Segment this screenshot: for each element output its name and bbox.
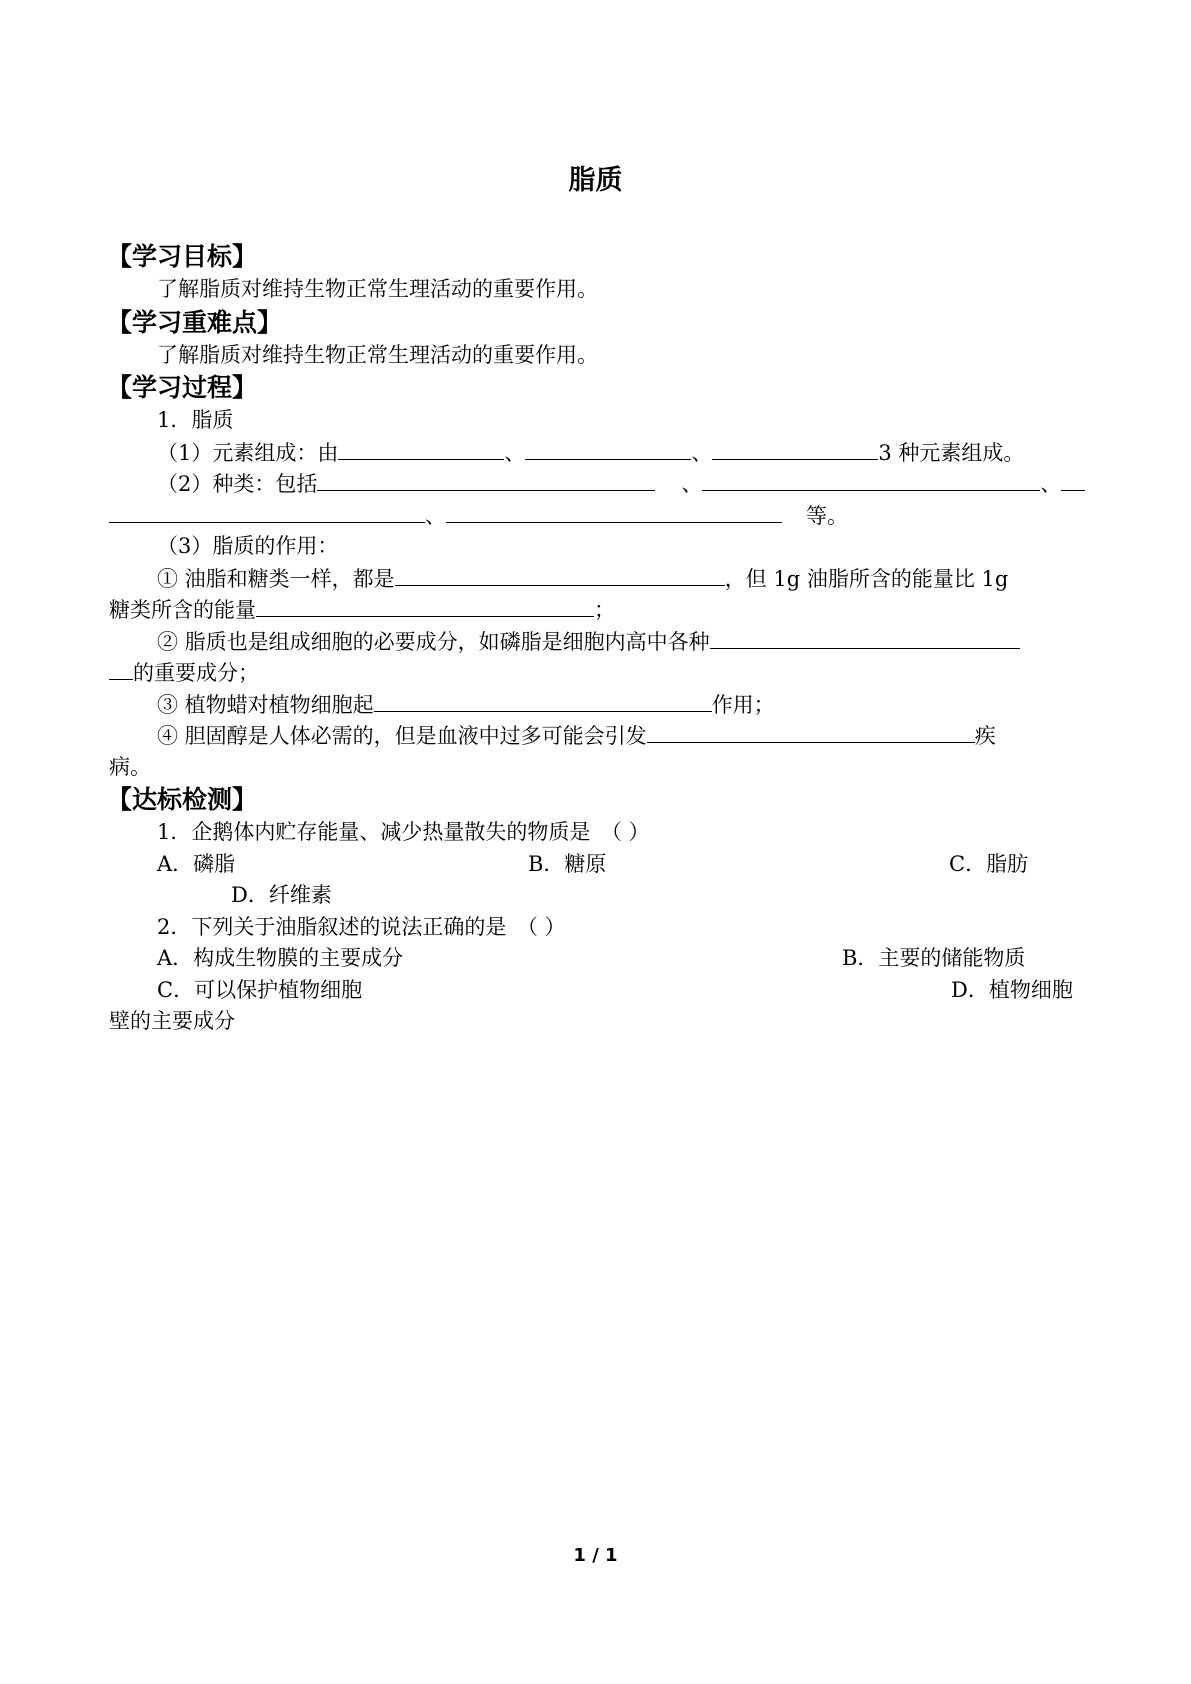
blank-element-2[interactable] xyxy=(525,437,691,460)
blank-role-2-cont[interactable] xyxy=(109,657,133,680)
blank-element-1[interactable] xyxy=(338,437,504,460)
types-label: （2）种类：包括 xyxy=(157,472,318,496)
role-3-line xyxy=(109,689,1089,721)
role-2-line xyxy=(109,626,1089,658)
q2-option-a[interactable]: A．构成生物膜的主要成分 xyxy=(157,946,404,970)
test-heading: 【达标检测】 xyxy=(107,785,258,814)
blank-element-3[interactable] xyxy=(712,437,878,460)
blank-type-3[interactable] xyxy=(109,500,425,523)
question-1: 1．企鹅体内贮存能量、减少热量散失的物质是 （ ） xyxy=(157,820,650,844)
process-item-1: 1．脂质 xyxy=(157,408,234,432)
process-heading: 【学习过程】 xyxy=(107,373,258,402)
separator: 、 xyxy=(425,503,446,528)
q2-option-d-cont: 壁的主要成分 xyxy=(109,1009,235,1033)
blank-role-4[interactable] xyxy=(647,720,975,743)
role-title: （3）脂质的作用： xyxy=(157,534,339,558)
role-2-end: 的重要成分； xyxy=(133,661,259,685)
q1-option-c[interactable]: C．脂肪 xyxy=(949,851,1029,876)
role-3-end: 作用； xyxy=(711,692,775,717)
blank-role-3[interactable] xyxy=(374,689,712,712)
question-1-options-row xyxy=(109,849,1089,881)
page-title: 脂质 xyxy=(568,165,623,196)
q2-option-d[interactable]: D．植物细胞 xyxy=(951,977,1073,1002)
role-1-line-cont xyxy=(109,594,1089,626)
question-1-options-row-2 xyxy=(109,880,1089,912)
role-4-text: ④ 胆固醇是人体必需的，但是血液中过多可能会引发 xyxy=(157,724,647,748)
types-line xyxy=(109,468,1089,500)
key-heading: 【学习重难点】 xyxy=(107,307,283,337)
role-4-line-cont: 病。 xyxy=(109,754,151,779)
separator: 、 xyxy=(504,440,526,465)
types-suffix: 等。 xyxy=(806,503,848,528)
role-3-text: ③ 植物蜡对植物细胞起 xyxy=(157,692,374,717)
question-2-options-row xyxy=(109,943,1089,975)
role-1-end: ； xyxy=(594,598,615,622)
role-2-text: ② 脂质也是组成细胞的必要成分，如磷脂是细胞内高中各种 xyxy=(157,629,710,654)
role-4-end: 疾 xyxy=(974,724,996,748)
blank-type-3-start[interactable] xyxy=(1061,468,1085,491)
role-1-text-cont: ，但 1g 油脂所含的能量比 1g xyxy=(724,566,1009,591)
separator: 、 xyxy=(681,472,703,496)
question-2-options-row-2 xyxy=(109,975,1089,1007)
blank-role-1b[interactable] xyxy=(256,594,594,617)
page-number: 1 / 1 xyxy=(573,1545,618,1566)
q1-option-a[interactable]: A．磷脂 xyxy=(157,851,236,876)
elements-line xyxy=(109,437,1089,469)
q2-option-c[interactable]: C．可以保护植物细胞 xyxy=(157,977,363,1002)
blank-type-1[interactable] xyxy=(317,468,655,491)
q2-option-b[interactable]: B．主要的储能物质 xyxy=(842,946,1026,970)
blank-role-2[interactable] xyxy=(710,626,1020,649)
goal-heading: 【学习目标】 xyxy=(107,242,258,271)
role-1-text-2: 糖类所含的能量 xyxy=(109,598,256,622)
types-line-cont xyxy=(109,500,1089,532)
q1-option-d[interactable]: D．纤维素 xyxy=(231,883,332,907)
document-body xyxy=(109,240,1089,1038)
question-2: 2．下列关于油脂叙述的说法正确的是 （ ） xyxy=(157,914,566,939)
role-1-text: ① 油脂和糖类一样，都是 xyxy=(157,566,395,591)
goal-text: 了解脂质对维持生物正常生理活动的重要作用。 xyxy=(157,277,598,301)
blank-type-2[interactable] xyxy=(702,468,1040,491)
role-4-line xyxy=(109,720,1089,752)
elements-label: （1）元素组成：由 xyxy=(157,440,339,465)
key-text: 了解脂质对维持生物正常生理活动的重要作用。 xyxy=(157,342,598,367)
separator: 、 xyxy=(691,440,713,465)
blank-type-4[interactable] xyxy=(446,500,782,523)
elements-suffix: 3 种元素组成。 xyxy=(878,440,1025,465)
q1-option-b[interactable]: B．糖原 xyxy=(528,851,607,876)
role-1-line xyxy=(109,563,1089,595)
role-2-line-cont xyxy=(109,657,1089,689)
separator: 、 xyxy=(1040,472,1062,496)
blank-role-1[interactable] xyxy=(395,563,725,586)
